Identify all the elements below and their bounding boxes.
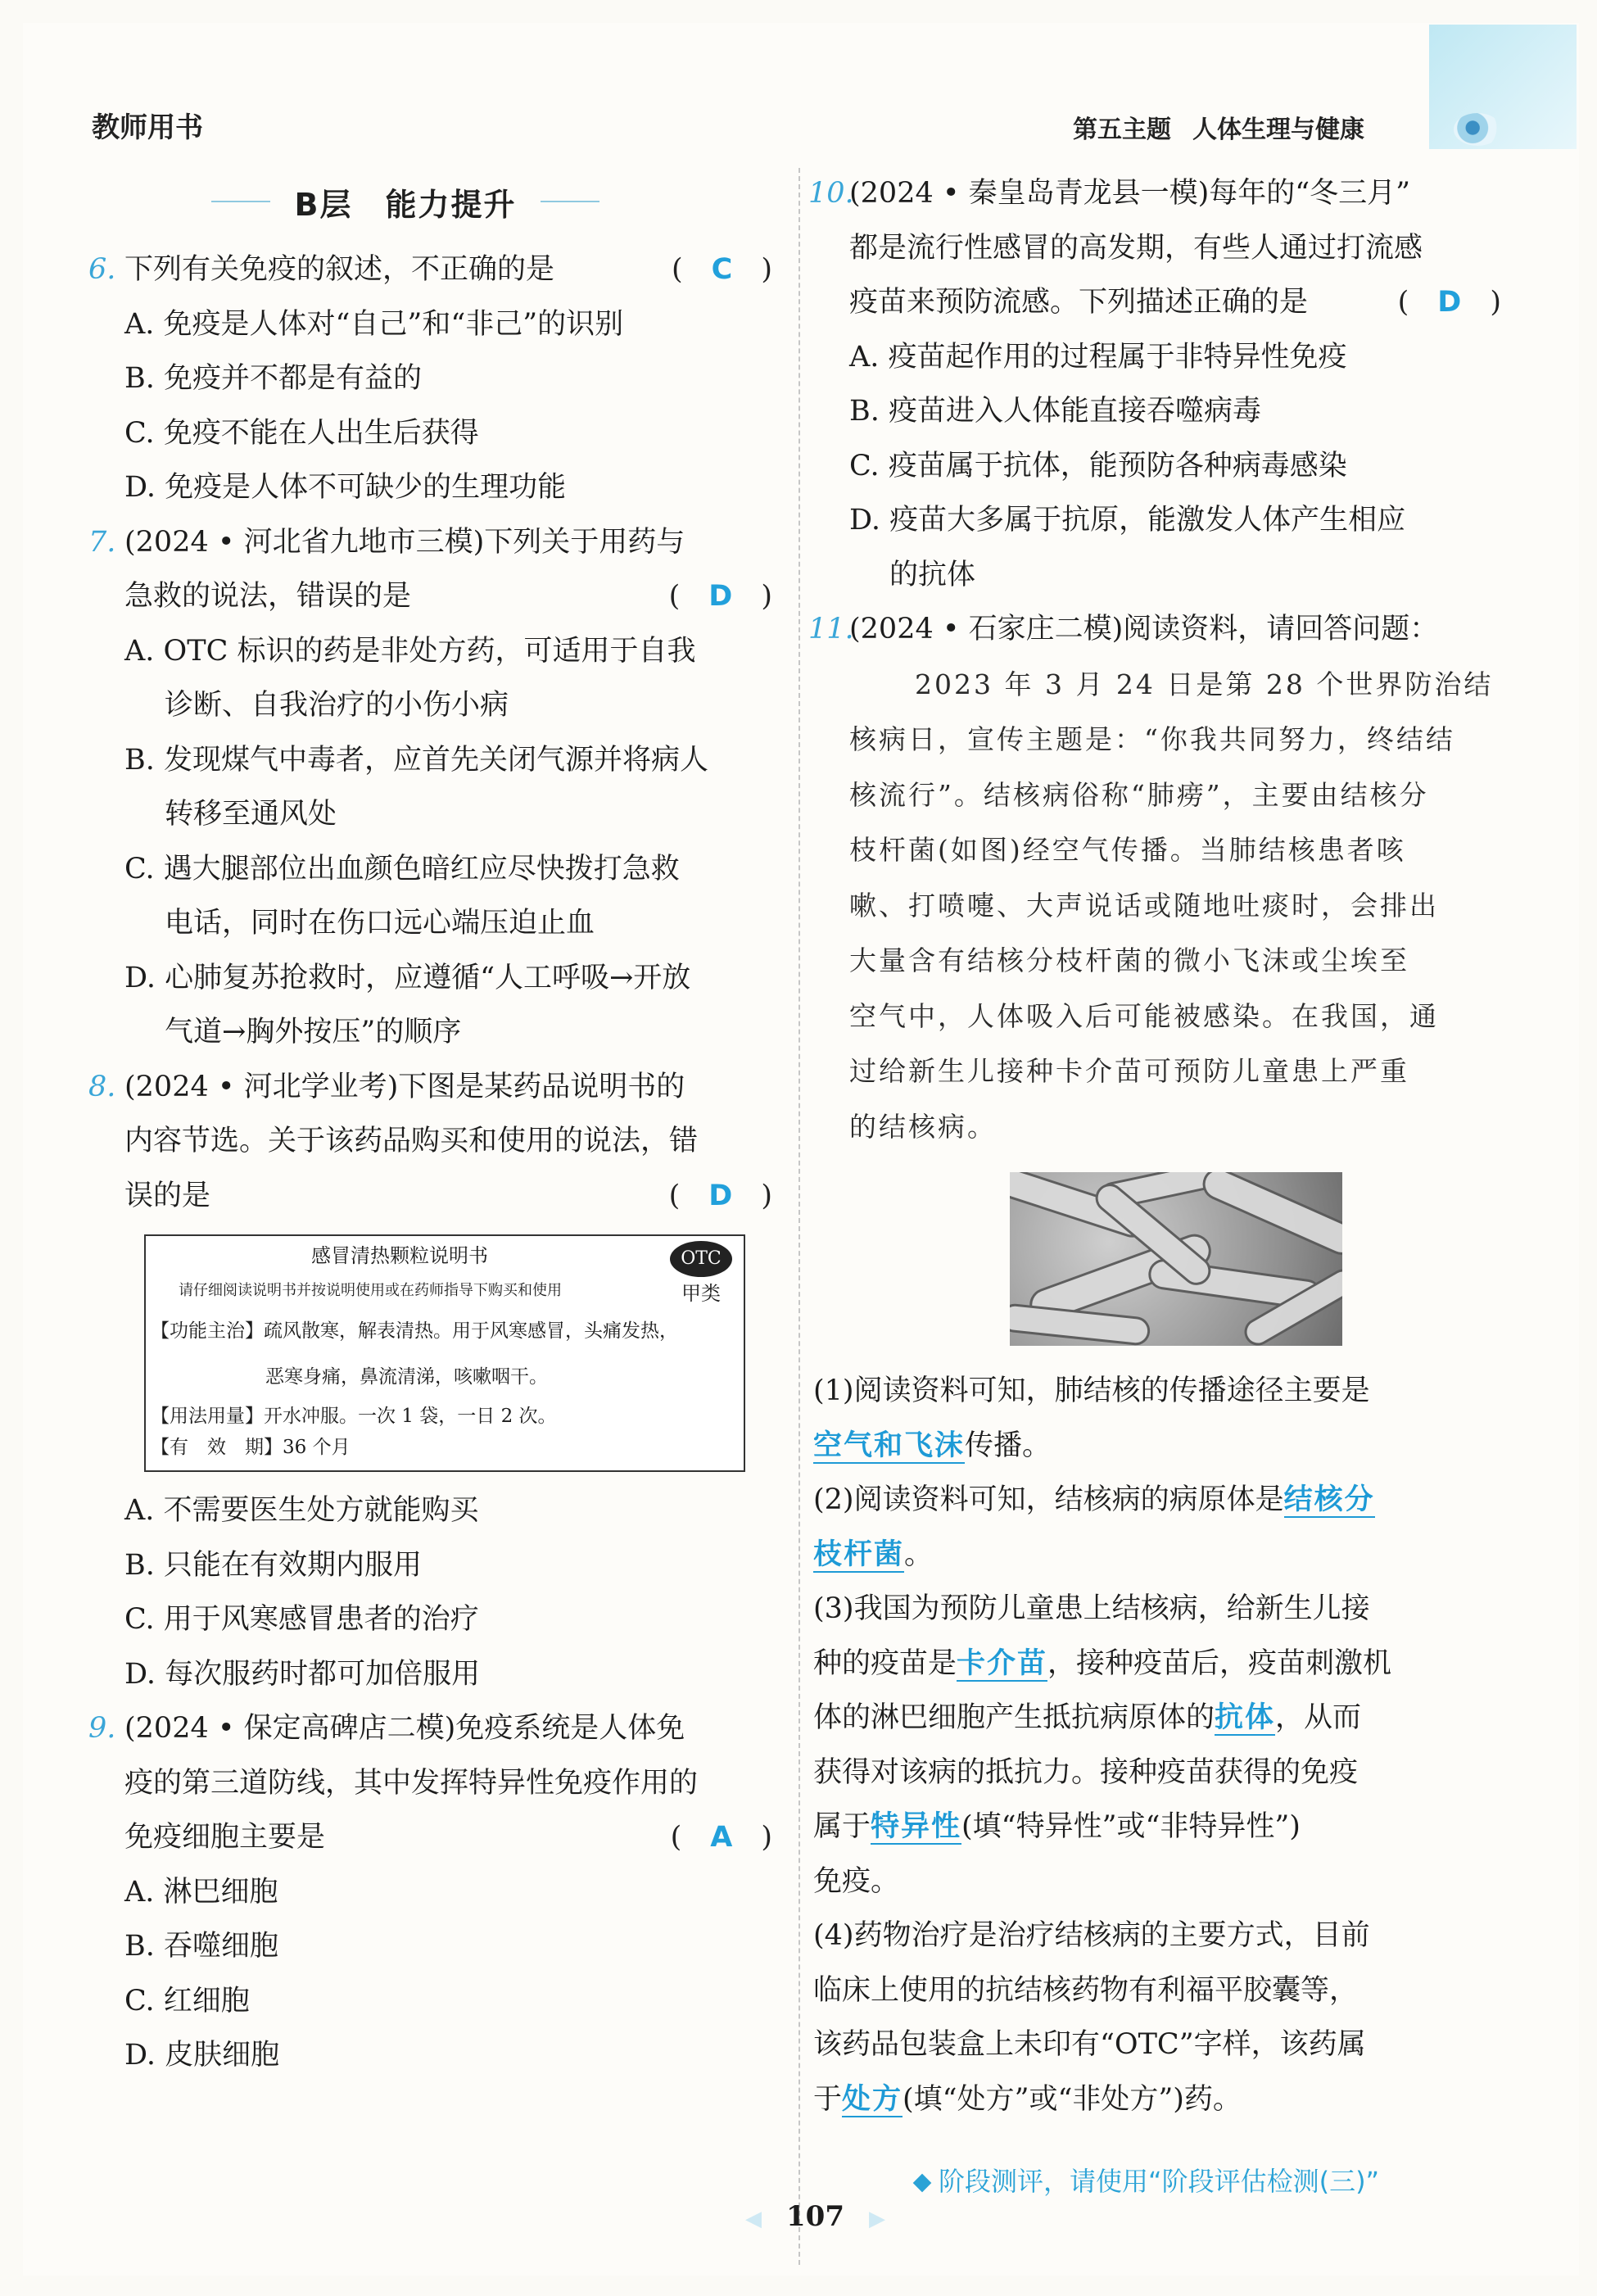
header-title: 人体生理与健康 xyxy=(1192,115,1364,144)
question-stem-cont xyxy=(813,275,1501,330)
right-arrow-icon: ▶ xyxy=(868,2207,885,2231)
option: A. 免疫是人体对“自己”和“非己”的识别 xyxy=(124,307,624,341)
option: D. 心肺复苏抢救时，应遵循“人工呼吸→开放 xyxy=(124,961,691,994)
header-ornament-icon xyxy=(1454,113,1501,146)
column-divider xyxy=(798,168,800,2265)
question-number: 11. xyxy=(808,613,854,645)
sub-question-text: 种的疫苗是 xyxy=(813,1646,957,1680)
option: B. 免疫并不都是有益的 xyxy=(124,362,422,395)
question-7 xyxy=(88,515,772,570)
left-column xyxy=(88,242,772,2083)
option-cont: 的抗体 xyxy=(889,558,976,591)
sub-question-text: 获得对该病的抵抗力。接种疫苗获得的免疫 xyxy=(813,1755,1359,1789)
otc-class: 甲类 xyxy=(681,1282,721,1305)
sub-question-text: 。 xyxy=(904,1537,934,1571)
option: D. 疫苗大多属于抗原，能激发人体产生相应 xyxy=(849,504,1406,537)
passage-line: 过给新生儿接种卡介苗可预防儿童患上严重 xyxy=(849,1055,1409,1087)
leaflet-function: 【功能主治】疏风散寒，解表清热。用于风寒感冒，头痛发热， xyxy=(151,1320,678,1342)
sub-question-text: 于 xyxy=(813,2082,843,2116)
page-number xyxy=(721,2200,884,2233)
sub-question-text: 免疫。 xyxy=(813,1864,900,1898)
question-number: 9. xyxy=(88,1712,116,1745)
option: A. 淋巴细胞 xyxy=(124,1875,278,1909)
answer: D xyxy=(708,580,733,613)
question-stem-cont xyxy=(88,569,772,624)
stage-assessment-note xyxy=(916,2161,1379,2199)
question-6 xyxy=(88,242,772,297)
question-number: 10. xyxy=(808,177,854,210)
sub-question-text: (4)药物治疗是治疗结核病的主要方式，目前 xyxy=(813,1919,1370,1952)
question-9 xyxy=(88,1701,772,1756)
question-stem-line: 急救的说法，错误的是 xyxy=(124,580,412,613)
answer-box: ( C ) xyxy=(672,253,772,286)
option: B. 疫苗进入人体能直接吞噬病毒 xyxy=(849,395,1261,428)
note-text: 阶段测评，请使用“阶段评估检测(三)” xyxy=(939,2166,1380,2197)
option: B. 只能在有效期内服用 xyxy=(124,1548,422,1582)
answer-box: ( A ) xyxy=(670,1821,772,1854)
option: D. 皮肤细胞 xyxy=(124,2039,280,2072)
section-title xyxy=(184,179,627,224)
passage-line: 空气中，人体吸入后可能被感染。在我国，通 xyxy=(849,999,1439,1032)
fill-answer: 卡介苗 xyxy=(957,1646,1048,1680)
header-topic: 第五主题 xyxy=(1073,115,1171,144)
sub-question-text: (填“特异性”或“非特异性”) xyxy=(961,1810,1301,1843)
question-stem: (2024 • 石家庄二模)阅读资料，请回答问题： xyxy=(849,613,1439,645)
sub-question-text: ，从而 xyxy=(1275,1701,1362,1734)
title-rule-left xyxy=(211,201,270,202)
option: B. 吞噬细胞 xyxy=(124,1930,278,1963)
passage-line: 枝杆菌(如图)经空气传播。当肺结核患者咳 xyxy=(849,834,1406,866)
diamond-icon xyxy=(913,2174,932,2193)
answer-box: ( D ) xyxy=(1397,286,1501,319)
fill-answer: 空气和飞沫 xyxy=(813,1429,966,1462)
reading-passage xyxy=(813,657,1501,1155)
corner-decoration xyxy=(1429,25,1577,149)
question-stem: (2024 • 保定高碑店二模)免疫系统是人体免 xyxy=(124,1712,685,1745)
question-stem-line: 误的是 xyxy=(124,1179,211,1212)
question-stem-cont: 疫的第三道防线，其中发挥特异性免疫作用的 xyxy=(124,1766,699,1800)
fill-answer: 抗体 xyxy=(1215,1701,1276,1734)
left-arrow-icon: ◀ xyxy=(745,2207,762,2231)
question-10 xyxy=(808,166,1501,221)
option-cont: 诊断、自我治疗的小伤小病 xyxy=(165,689,509,722)
sub-question-text: 临床上使用的抗结核药物有利福平胶囊等， xyxy=(813,1973,1359,2007)
option: B. 发现煤气中毒者，应首先关闭气源并将病人 xyxy=(124,743,708,777)
sub-question-4 xyxy=(813,1909,1501,2126)
otc-badge: OTC xyxy=(670,1241,732,1277)
answer: A xyxy=(710,1821,733,1854)
sub-question-text: ，接种疫苗后，疫苗刺激机 xyxy=(1047,1646,1392,1680)
option: C. 免疫不能在人出生后获得 xyxy=(124,416,479,450)
page-number-text: 107 xyxy=(786,2200,844,2233)
answer: C xyxy=(711,253,733,286)
sub-question-text: (3)我国为预防儿童患上结核病，给新生儿接 xyxy=(813,1592,1370,1625)
sub-question-text: 传播。 xyxy=(965,1429,1052,1462)
fill-answer: 结核分 xyxy=(1283,1483,1375,1516)
sub-question-text: (1)阅读资料可知，肺结核的传播途径主要是 xyxy=(813,1374,1370,1407)
question-stem: (2024 • 河北省九地市三模)下列关于用药与 xyxy=(124,525,685,559)
question-11 xyxy=(808,602,1501,657)
option: D. 每次服药时都可加倍服用 xyxy=(124,1657,481,1691)
option: C. 遇大腿部位出血颜色暗红应尽快拨打急救 xyxy=(124,852,680,885)
sub-question-3 xyxy=(813,1582,1501,1909)
bacteria-image xyxy=(1010,1172,1342,1346)
sub-question-text: 属于 xyxy=(813,1810,871,1843)
question-number: 7. xyxy=(88,525,116,559)
passage-line: 嗽、打喷嚏、大声说话或随地吐痰时，会排出 xyxy=(849,889,1439,922)
question-stem-cont: 内容节选。关于该药品购买和使用的说法，错 xyxy=(124,1125,699,1157)
fill-answer: 特异性 xyxy=(871,1810,962,1843)
title-rule-right xyxy=(541,201,599,202)
header-left: 教师用书 xyxy=(92,111,203,144)
question-8 xyxy=(88,1060,772,1115)
option: C. 红细胞 xyxy=(124,1984,250,2017)
option: C. 用于风寒感冒患者的治疗 xyxy=(124,1603,479,1636)
option: A. OTC 标识的药是非处方药，可适用于自我 xyxy=(124,634,696,668)
bacteria-micrograph xyxy=(1010,1172,1342,1346)
sub-question-text: (填“处方”或“非处方”)药。 xyxy=(903,2082,1242,2116)
question-stem: (2024 • 秦皇岛青龙县一模)每年的“冬三月” xyxy=(849,177,1411,210)
option: C. 疫苗属于抗体，能预防各种病毒感染 xyxy=(849,449,1347,482)
question-number: 6. xyxy=(88,253,116,286)
passage-line: 大量含有结核分枝杆菌的微小飞沫或尘埃至 xyxy=(849,944,1409,976)
passage-line: 核流行”。结核病俗称“肺痨”，主要由结核分 xyxy=(849,778,1429,811)
answer: D xyxy=(1437,286,1462,319)
question-stem-cont xyxy=(88,1169,772,1224)
passage-line: 的结核病。 xyxy=(849,1110,997,1143)
question-stem: (2024 • 河北学业考)下图是某药品说明书的 xyxy=(124,1070,685,1103)
option-cont: 气道→胸外按压”的顺序 xyxy=(165,1016,462,1048)
option: D. 免疫是人体不可缺少的生理功能 xyxy=(124,471,567,504)
question-stem: 下列有关免疫的叙述，不正确的是 xyxy=(124,253,555,286)
option-cont: 电话，同时在伤口远心端压迫止血 xyxy=(165,907,595,940)
question-stem-line: 疫苗来预防流感。下列描述正确的是 xyxy=(849,286,1309,319)
sub-question-1 xyxy=(813,1364,1501,1473)
question-stem-cont: 都是流行性感冒的高发期，有些人通过打流感 xyxy=(849,231,1423,265)
passage-line: 2023 年 3 月 24 日是第 28 个世界防治结 xyxy=(915,668,1494,700)
question-stem-line: 免疫细胞主要是 xyxy=(124,1821,326,1854)
sub-question-text: (2)阅读资料可知，结核病的病原体是 xyxy=(813,1483,1284,1516)
option: A. 不需要医生处方就能购买 xyxy=(124,1494,479,1527)
leaflet-subtitle: 请仔细阅读说明书并按说明使用或在药师指导下购买和使用 xyxy=(179,1282,562,1299)
sub-question-2 xyxy=(813,1473,1501,1582)
header-right xyxy=(1073,109,1364,145)
leaflet-title: 感冒清热颗粒说明书 xyxy=(311,1244,488,1267)
option: A. 疫苗起作用的过程属于非特异性免疫 xyxy=(849,340,1347,374)
answer: D xyxy=(708,1179,733,1212)
answer-box: ( D ) xyxy=(668,580,772,613)
sub-question-text: 该药品包装盒上未印有“OTC”字样，该药属 xyxy=(813,2028,1366,2061)
right-column xyxy=(808,166,1501,2126)
fill-answer: 枝杆菌 xyxy=(813,1537,905,1571)
fill-answer: 处方 xyxy=(842,2082,903,2116)
answer-box: ( D ) xyxy=(668,1179,772,1212)
leaflet-function-cont: 恶寒身痛，鼻流清涕，咳嗽咽干。 xyxy=(265,1366,548,1388)
sub-question-text: 体的淋巴细胞产生抵抗病原体的 xyxy=(813,1701,1215,1734)
leaflet-dosage: 【用法用量】开水冲服。一次 1 袋，一日 2 次。 xyxy=(151,1406,557,1427)
medicine-leaflet xyxy=(144,1234,745,1472)
option-cont: 转移至通风处 xyxy=(165,798,337,831)
question-stem-cont xyxy=(88,1810,772,1865)
passage-line: 核病日，宣传主题是：“你我共同努力，终结结 xyxy=(849,723,1455,755)
question-number: 8. xyxy=(88,1070,116,1103)
leaflet-expiry: 【有 效 期】36 个月 xyxy=(151,1437,351,1458)
section-title-text: B层 能力提升 xyxy=(294,186,517,223)
